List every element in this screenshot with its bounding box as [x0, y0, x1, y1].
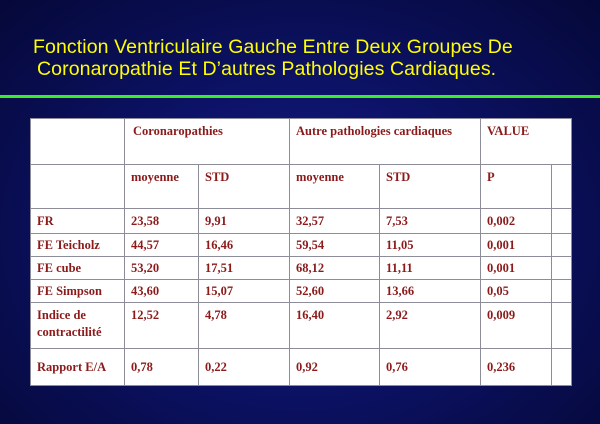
cell-std-coronaro: 9,91: [199, 209, 290, 234]
cell-std-coronaro: 16,46: [199, 234, 290, 257]
sub-header-std-coronaro: STD: [199, 165, 290, 209]
cell-moyenne-coronaro: 53,20: [125, 257, 199, 280]
cell-extra: [552, 209, 572, 234]
row-label: FR: [31, 209, 125, 234]
sub-header-std-autre: STD: [380, 165, 481, 209]
cell-extra: [552, 280, 572, 303]
cell-moyenne-coronaro: 23,58: [125, 209, 199, 234]
cell-extra: [552, 234, 572, 257]
sub-header-extra: [552, 165, 572, 209]
cell-moyenne-autre: 59,54: [290, 234, 380, 257]
cell-std-autre: 2,92: [380, 303, 481, 349]
cell-p-value: 0,002: [481, 209, 552, 234]
header-autre-pathologies: Autre pathologies cardiaques: [290, 119, 481, 165]
sub-header-empty: [31, 165, 125, 209]
cell-std-coronaro: 0,22: [199, 349, 290, 386]
table-row: [31, 209, 572, 234]
cell-std-coronaro: 15,07: [199, 280, 290, 303]
group-header-row: [31, 119, 572, 165]
cell-moyenne-coronaro: 44,57: [125, 234, 199, 257]
sub-header-p: P: [481, 165, 552, 209]
row-label: FE Teicholz: [31, 234, 125, 257]
corner-cell: [31, 119, 125, 165]
cell-p-value: 0,009: [481, 303, 552, 349]
row-label: FE cube: [31, 257, 125, 280]
cell-p-value: 0,236: [481, 349, 552, 386]
cell-std-autre: 0,76: [380, 349, 481, 386]
cell-p-value: 0,05: [481, 280, 552, 303]
header-value: VALUE: [481, 119, 572, 165]
header-coronaropathies: Coronaropathies: [125, 119, 290, 165]
cell-std-autre: 11,11: [380, 257, 481, 280]
cell-moyenne-autre: 52,60: [290, 280, 380, 303]
cell-moyenne-coronaro: 43,60: [125, 280, 199, 303]
cell-moyenne-autre: 0,92: [290, 349, 380, 386]
cell-moyenne-autre: 32,57: [290, 209, 380, 234]
row-label: FE Simpson: [31, 280, 125, 303]
row-label: Indice de contractilité: [31, 303, 125, 349]
table-row: [31, 234, 572, 257]
title-divider: [0, 95, 600, 98]
table-row: [31, 349, 572, 386]
cell-std-autre: 11,05: [380, 234, 481, 257]
row-label: Rapport E/A: [31, 349, 125, 386]
table-row: [31, 303, 572, 349]
data-table: [30, 118, 572, 386]
sub-header-row: [31, 165, 572, 209]
cell-extra: [552, 257, 572, 280]
table-row: [31, 257, 572, 280]
table-row: [31, 280, 572, 303]
cell-moyenne-autre: 68,12: [290, 257, 380, 280]
cell-moyenne-coronaro: 0,78: [125, 349, 199, 386]
cell-p-value: 0,001: [481, 257, 552, 280]
cell-p-value: 0,001: [481, 234, 552, 257]
sub-header-moyenne-autre: moyenne: [290, 165, 380, 209]
cell-std-autre: 7,53: [380, 209, 481, 234]
slide-title-line-1: Fonction Ventriculaire Gauche Entre Deux Groupes De: [33, 36, 513, 58]
cell-extra: [552, 303, 572, 349]
slide-title: [33, 36, 593, 80]
slide-title-line-2: Coronaropathie Et D’autres Pathologies Cardiaques.: [37, 58, 497, 80]
cell-std-coronaro: 4,78: [199, 303, 290, 349]
sub-header-moyenne-coronaro: moyenne: [125, 165, 199, 209]
cell-std-autre: 13,66: [380, 280, 481, 303]
cell-moyenne-coronaro: 12,52: [125, 303, 199, 349]
cell-std-coronaro: 17,51: [199, 257, 290, 280]
cell-extra: [552, 349, 572, 386]
cell-moyenne-autre: 16,40: [290, 303, 380, 349]
